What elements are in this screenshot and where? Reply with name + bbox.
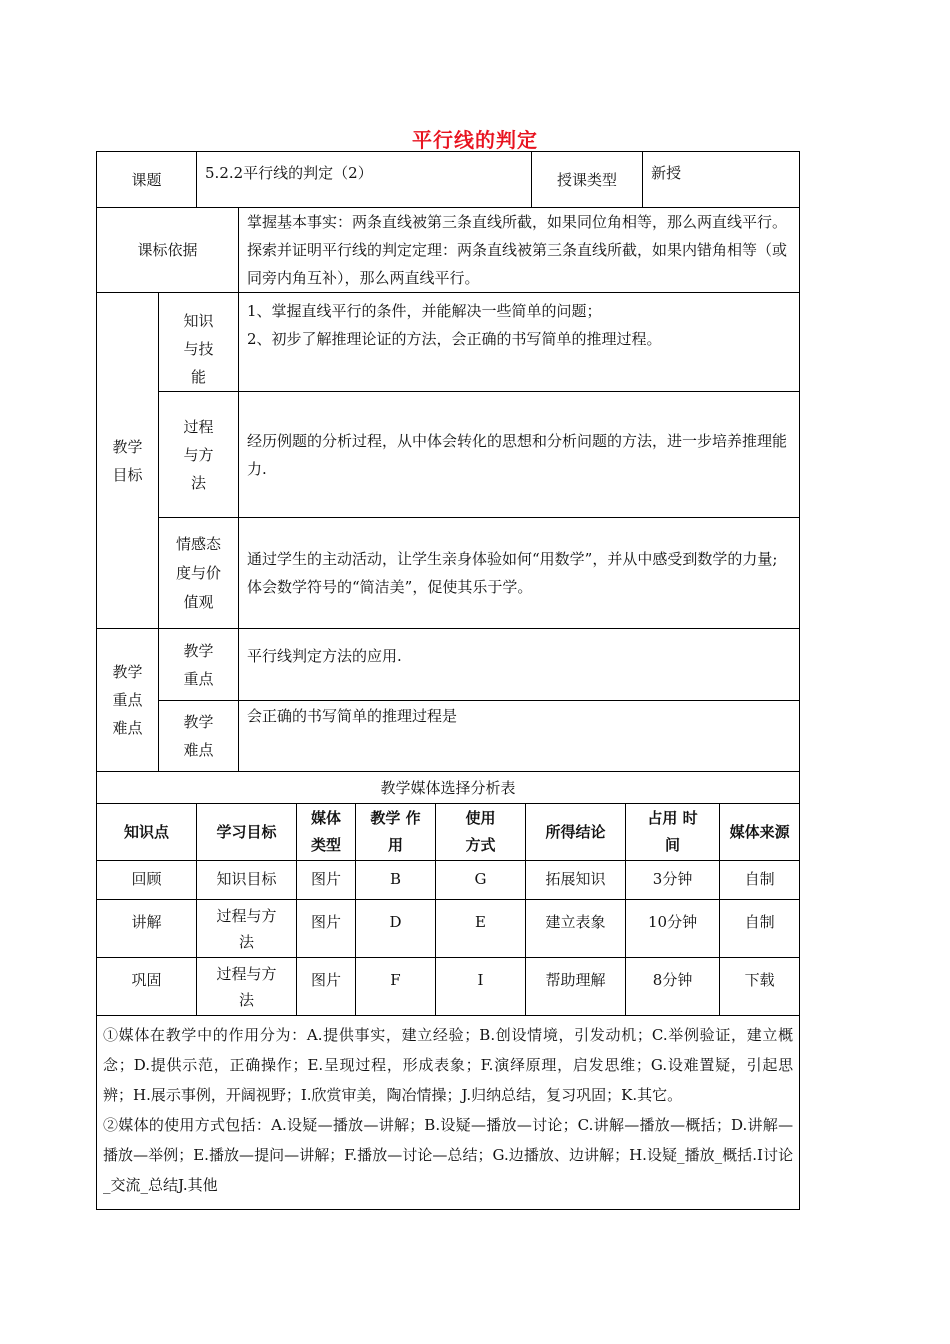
cell-source: 自制 (720, 900, 800, 958)
col-teaching-role: 教学 作用 (356, 804, 436, 861)
table-row (97, 900, 800, 958)
focus-key-row (97, 629, 800, 701)
goal-process-row (97, 392, 800, 518)
cell-mode: G (436, 861, 526, 900)
cell-conclusion: 拓展知识 (526, 861, 626, 900)
cell-time: 10分钟 (626, 900, 720, 958)
table-row (97, 861, 800, 900)
media-table-title: 教学媒体选择分析表 (97, 772, 800, 804)
lesson-plan-table (96, 151, 800, 1210)
cell-role: F (356, 958, 436, 1016)
cell-type: 图片 (297, 861, 356, 900)
cell-point: 讲解 (97, 900, 197, 958)
table-row (97, 958, 800, 1016)
key-label: 教学重点 (159, 629, 239, 701)
col-knowledge-point: 知识点 (97, 804, 197, 861)
cell-conclusion: 帮助理解 (526, 958, 626, 1016)
goals-label: 教学目标 (97, 293, 159, 629)
type-value: 新授 (643, 152, 800, 208)
hard-label: 教学难点 (159, 701, 239, 772)
basis-text: 掌握基本事实：两条直线被第三条直线所截，如果同位角相等，那么两直线平行。探索并证明平行线的判定定理：两条直线被第三条直线所截，如果内错角相等（或同旁内角互补），那么两直线平行。 (239, 208, 800, 293)
col-time: 占用 时间 (626, 804, 720, 861)
cell-type: 图片 (297, 958, 356, 1016)
col-conclusion: 所得结论 (526, 804, 626, 861)
hard-text: 会正确的书写简单的推理过程是 (239, 701, 800, 772)
knowledge-line-1: 1、掌握直线平行的条件，并能解决一些简单的问题； (247, 302, 602, 320)
knowledge-label: 知识与技能 (159, 293, 239, 392)
col-media-type: 媒体类型 (297, 804, 356, 861)
cell-role: B (356, 861, 436, 900)
cell-mode: E (436, 900, 526, 958)
cell-time: 3分钟 (626, 861, 720, 900)
key-text: 平行线判定方法的应用. (239, 629, 800, 701)
basis-label: 课标依据 (97, 208, 239, 293)
media-title-row (97, 772, 800, 804)
topic-label: 课题 (97, 152, 197, 208)
process-label: 过程与方法 (159, 392, 239, 518)
cell-type: 图片 (297, 900, 356, 958)
cell-point: 巩固 (97, 958, 197, 1016)
cell-role: D (356, 900, 436, 958)
topic-value: 5.2.2平行线的判定（2） (197, 152, 532, 208)
goal-emotion-row (97, 518, 800, 629)
focus-hard-row (97, 701, 800, 772)
type-label: 授课类型 (532, 152, 643, 208)
col-learning-goal: 学习目标 (197, 804, 297, 861)
notes-cell (97, 1016, 800, 1210)
col-usage-mode: 使用方式 (436, 804, 526, 861)
cell-time: 8分钟 (626, 958, 720, 1016)
focus-label: 教学重点难点 (97, 629, 159, 772)
cell-source: 下载 (720, 958, 800, 1016)
cell-mode: I (436, 958, 526, 1016)
col-source: 媒体来源 (720, 804, 800, 861)
emotion-label: 情感态度与价值观 (159, 518, 239, 629)
notes-row (97, 1016, 800, 1210)
knowledge-text (239, 293, 800, 392)
media-usage-note: ②媒体的使用方式包括：A.设疑—播放—讲解；B.设疑—播放—讨论；C.讲解—播放—概括；D.讲解—播放—举例；E.播放—提问—讲解；F.播放—讨论—总结；G.边播放、边讲解；H.设疑_播放_概括.I讨论_交流_总结J.其他 (103, 1116, 794, 1194)
cell-goal: 知识目标 (197, 861, 297, 900)
emotion-text: 通过学生的主动活动，让学生亲身体验如何“用数学”，并从中感受到数学的力量;体会数学符号的“简洁美”，促使其乐于学。 (239, 518, 800, 629)
cell-conclusion: 建立表象 (526, 900, 626, 958)
goal-knowledge-row (97, 293, 800, 392)
cell-goal: 过程与方法 (197, 900, 297, 958)
cell-goal: 过程与方法 (197, 958, 297, 1016)
basis-row (97, 208, 800, 293)
media-header-row (97, 804, 800, 861)
process-text: 经历例题的分析过程，从中体会转化的思想和分析问题的方法，进一步培养推理能力. (239, 392, 800, 518)
header-row (97, 152, 800, 208)
knowledge-line-2: 2、初步了解推理论证的方法，会正确的书写简单的推理过程。 (247, 330, 662, 348)
cell-source: 自制 (720, 861, 800, 900)
cell-point: 回顾 (97, 861, 197, 900)
page-title: 平行线的判定 (412, 128, 538, 152)
media-role-note: ①媒体在教学中的作用分为：A.提供事实，建立经验；B.创设情境，引发动机；C.举例验证，建立概念；D.提供示范，正确操作；E.呈现过程，形成表象；F.演绎原理，启发思维；G.设难置疑，引起思辨；H.展示事例，开阔视野；I.欣赏审美，陶冶情操；J.归纳总结，复习巩固；K.其它。 (103, 1026, 794, 1104)
